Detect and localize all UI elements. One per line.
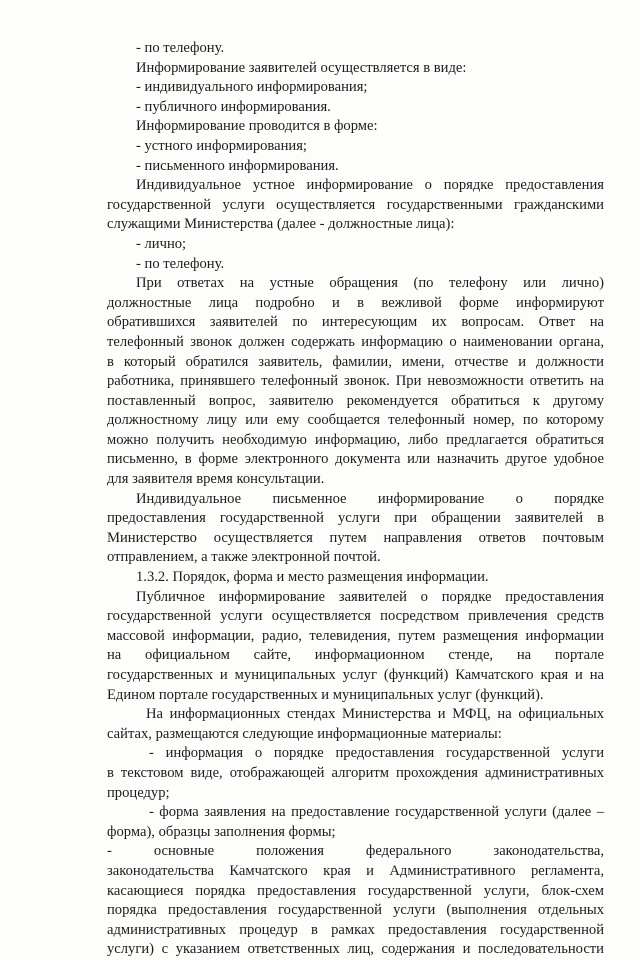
text-line: форма), образцы заполнения формы;: [107, 823, 336, 840]
text-line: Публичное информирование заявителей о порядке предоставления: [136, 588, 604, 605]
text-line: Информирование заявителей осуществляется в виде:: [136, 59, 467, 76]
text-line: обратившихся заявителей по интересующим их вопросам. Ответ на: [107, 314, 604, 331]
text-line: должностному лицу или ему сообщается телефонный номер, по которому: [107, 412, 604, 429]
text-line: законодательства Камчатского края и Административного регламента,: [107, 862, 604, 879]
text-line: - индивидуального информирования;: [136, 79, 368, 96]
text-line: 1.3.2. Порядок, форма и место размещения информации.: [136, 569, 489, 586]
text-line: письменно, в форме электронного документа или назначить другое удобное: [107, 451, 604, 468]
text-line: На информационных стендах Министерства и МФЦ, на официальных: [146, 706, 604, 723]
text-line: - информация о порядке предоставления государственной услуги: [149, 745, 604, 762]
text-line: должностные лица подробно и в вежливой форме информируют: [107, 294, 604, 311]
text-line: - устного информирования;: [136, 137, 307, 154]
text-line: Индивидуальное устное информирование о порядке предоставления: [136, 177, 604, 194]
text-line: касающиеся порядка предоставления государственной услуги, блок-схем: [107, 882, 604, 899]
text-line: государственной услуги осуществляется государственными гражданскими: [107, 196, 604, 213]
text-line: услуги) с указанием ответственных лиц, содержания и последовательности: [107, 941, 604, 958]
text-line: телефонный звонок должен содержать информацию о наименовании органа,: [107, 333, 604, 350]
text-line: государственной услуги осуществляется посредством привлечения средств: [107, 608, 604, 625]
text-line: работника, принявшего телефонный звонок. При невозможности ответить на: [107, 373, 604, 390]
text-line: служащими Министерства (далее - должностные лица):: [107, 216, 455, 233]
text-line: - письменного информирования.: [136, 157, 339, 174]
text-line: для заявителя время консультации.: [107, 471, 325, 488]
text-line: административных процедур в рамках предоставления государственной: [107, 921, 604, 938]
text-line: массовой информации, радио, телевидения, путем размещения информации: [107, 627, 604, 644]
text-line: предоставления государственной услуги при обращении заявителей в: [107, 510, 604, 527]
text-line: процедур;: [107, 784, 170, 801]
text-line: При ответах на устные обращения (по телефону или лично): [136, 275, 604, 292]
text-line: можно получить необходимую информацию, либо предлагается обратиться: [107, 431, 604, 448]
text-line: Едином портале государственных и муниципальных услуг (функций).: [107, 686, 544, 703]
text-line: - основные положения федерального законодательства,: [107, 843, 604, 860]
text-line: - публичного информирования.: [136, 98, 331, 115]
text-line: в который обратился заявитель, фамилии, имени, отчестве и должности: [107, 353, 604, 370]
text-line: - лично;: [136, 235, 187, 252]
text-line: в текстовом виде, отображающей алгоритм прохождения административных: [107, 764, 604, 781]
text-line: Индивидуальное письменное информирование о порядке: [136, 490, 604, 507]
text-line: сайтах, размещаются следующие информационные материалы:: [107, 725, 502, 742]
text-line: - форма заявления на предоставление государственной услуги (далее –: [149, 804, 604, 821]
text-line: государственных и муниципальных услуг (функций) Камчатского края и на: [107, 667, 604, 683]
text-line: - по телефону.: [136, 255, 225, 272]
text-line: Информирование проводится в форме:: [136, 118, 378, 135]
text-line: Министерство осуществляется путем направления ответов почтовым: [107, 529, 604, 546]
text-line: порядка предоставления государственной услуги (выполнения отдельных: [107, 902, 604, 919]
text-line: отправлением, а также электронной почтой.: [107, 549, 381, 566]
text-line: на официальном сайте, информационном стенде, на портале: [107, 647, 604, 664]
text-line: поставленный вопрос, заявителю рекомендуется обратиться к другому: [107, 392, 604, 409]
text-line: - по телефону.: [136, 40, 225, 56]
